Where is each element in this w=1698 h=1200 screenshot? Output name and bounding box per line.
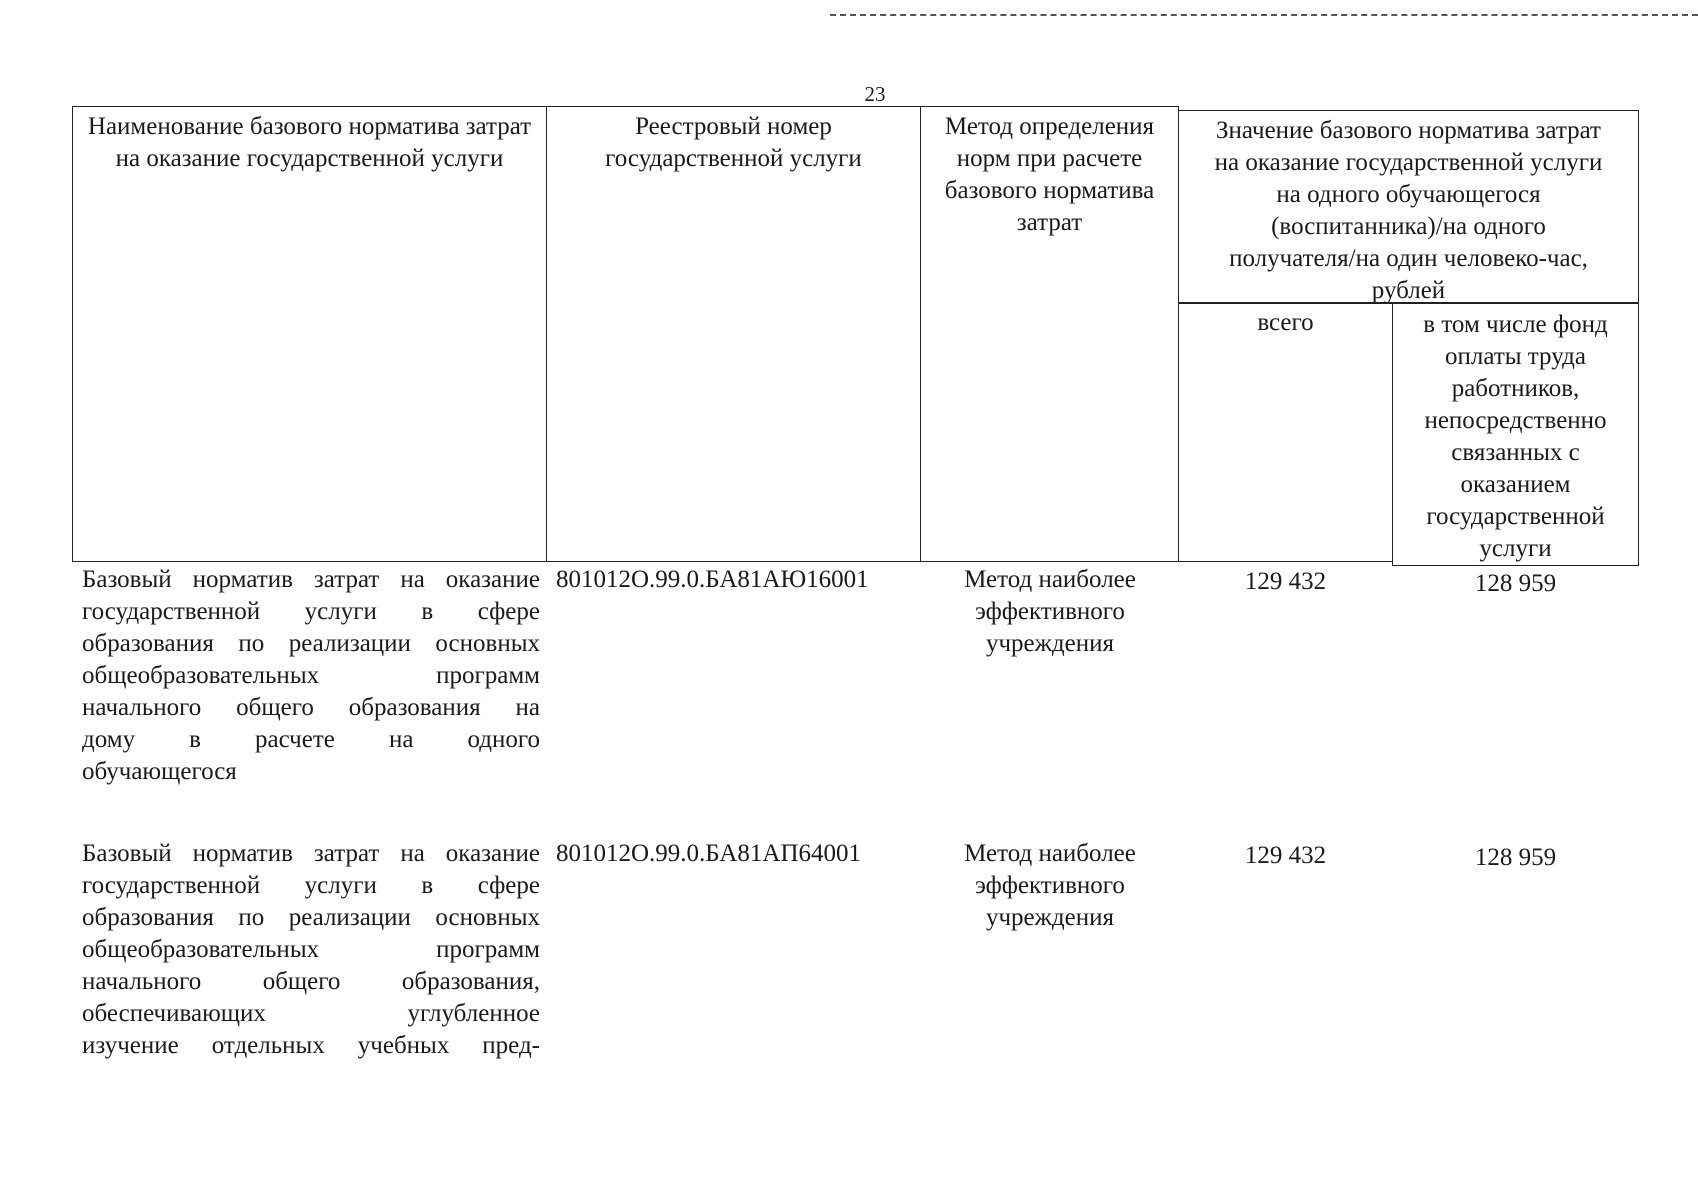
header-total-text: всего [1257, 309, 1314, 336]
row2-registry: 801012О.99.0.БА81АП64001 [556, 840, 861, 867]
header-name [72, 106, 547, 562]
row2-name [76, 838, 546, 1062]
row1-name-line: обучающегося [82, 758, 237, 785]
row1-name-line: образования по реализации основных [82, 630, 540, 657]
row1-incl: 128 959 [1474, 570, 1557, 597]
header-value-line: Значение базового норматива затрат [1216, 117, 1601, 144]
row1-name [76, 564, 546, 788]
row1-name-line: Базовый норматив затрат на оказание [82, 566, 540, 593]
row2-name-line: обеспечивающих углубленное [82, 1000, 540, 1027]
row2-method: Метод наиболее эффективного учреждения [964, 840, 1136, 931]
header-registry [546, 106, 921, 562]
header-method-text: Метод определения норм при расчете базового норматива затрат [944, 113, 1155, 236]
header-value-line: получателя/на один человеко-час, [1229, 245, 1588, 272]
row1-method: Метод наиболее эффективного учреждения [964, 566, 1136, 657]
header-incl-text: в том числе фонд оплаты труда работников, непосредственно связанных с оказанием государственной услуги [1423, 311, 1608, 562]
row1-name-line: начального общего образования на [82, 694, 540, 721]
row1-name-line: дому в расчете на одного [82, 726, 540, 753]
row1-name-line: государственной услуги в сфере [82, 598, 540, 625]
header-incl [1392, 302, 1639, 566]
header-name-text: Наименование базового норматива затрат на оказание государственной услуги [87, 113, 532, 172]
row2-name-line: начального общего образования, [82, 968, 540, 995]
header-value [1178, 110, 1639, 304]
header-value-line: рублей [1371, 277, 1446, 304]
row1-total: 129 432 [1244, 568, 1327, 595]
row2-name-line: образования по реализации основных [82, 904, 540, 931]
row2-incl: 128 959 [1474, 844, 1557, 871]
row1-name-line: общеобразовательных программ [82, 662, 540, 689]
header-value-line: на оказание государственной услуги [1214, 149, 1603, 176]
row2-name-line: Базовый норматив затрат на оказание [82, 840, 540, 867]
row2-total: 129 432 [1244, 842, 1327, 869]
header-method [920, 106, 1179, 562]
header-value-line: (воспитанника)/на одного [1271, 213, 1546, 240]
row2-name-line: государственной услуги в сфере [82, 872, 540, 899]
cut-line [830, 14, 1698, 16]
row2-name-line: изучение отдельных учебных пред- [82, 1032, 540, 1059]
row2-name-line: общеобразовательных программ [82, 936, 540, 963]
header-total [1178, 302, 1393, 562]
header-registry-text: Реестровый номер государственной услуги [605, 113, 862, 172]
row1-registry: 801012О.99.0.БА81АЮ16001 [556, 566, 869, 593]
page-number: 23 [864, 82, 886, 106]
header-value-line: на одного обучающегося [1276, 181, 1541, 208]
